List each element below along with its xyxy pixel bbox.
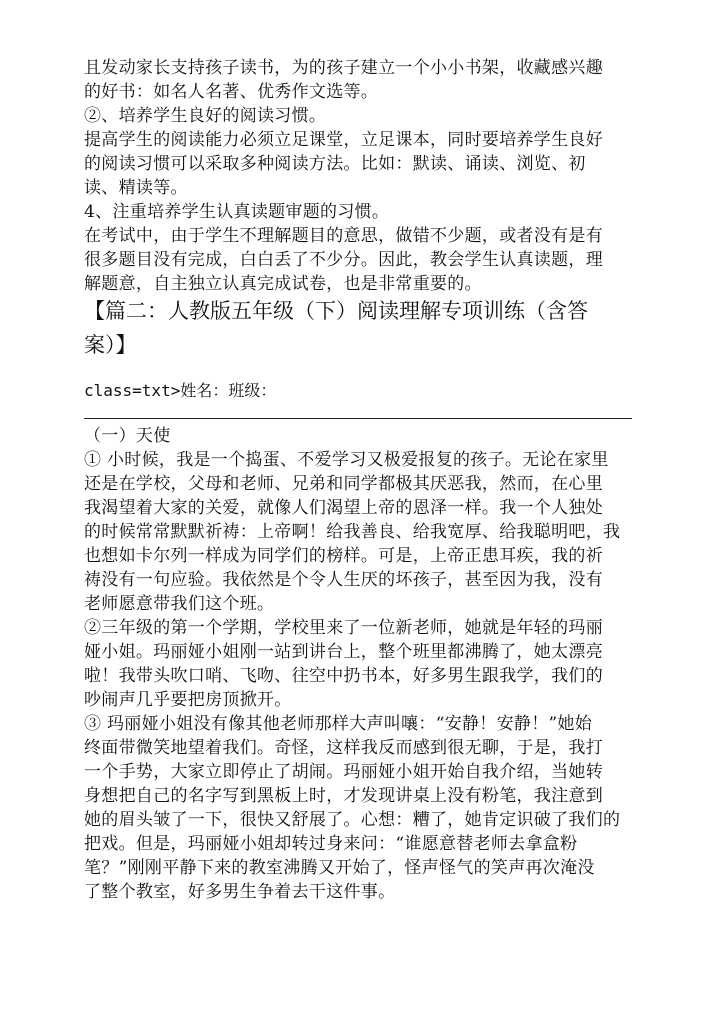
intro-paragraph-1 <box>84 56 644 104</box>
text-line: 还是在学校，父母和老师、兄弟和同学都极其厌恶我，然而，在心里 <box>84 474 603 494</box>
text-line: 了整个教室，好多男生争着去干这件事。 <box>84 882 396 902</box>
divider <box>84 418 632 419</box>
story-paragraph-2 <box>84 616 644 712</box>
text-line: ②三年级的第一个学期，学校里来了一位新老师，她就是年轻的玛丽 <box>84 618 603 638</box>
section-heading <box>84 294 588 362</box>
text-line: 4、注重培养学生认真读题审题的习惯。 <box>84 202 390 222</box>
text-line: ②、培养学生良好的阅读习惯。 <box>84 106 327 126</box>
text-line: 提高学生的阅读能力必须立足课堂，立足课本，同时要培养学生良好 <box>84 130 603 150</box>
text-line: （一）天使 <box>84 426 171 446</box>
text-line: ③ 玛丽娅小姐没有像其他老师那样大声叫嚷：“安静！安静！”她始 <box>84 714 593 734</box>
item-2-title <box>84 104 644 128</box>
text-line: 她的眉头皱了一下，很快又舒展了。心想：糟了，她肯定识破了我们的 <box>84 810 621 830</box>
text-line: 吵闹声几乎要把房顶掀开。 <box>84 690 292 710</box>
text-line: 祷没有一句应验。我依然是个令人生厌的坏孩子，甚至因为我，没有 <box>84 570 603 590</box>
item-4-title <box>84 200 644 224</box>
text-line: 的阅读习惯可以采取多种阅读方法。比如：默读、诵读、浏览、初 <box>84 154 586 174</box>
text-line: 一个手势，大家立即停止了胡闹。玛丽娅小姐开始自我介绍，当她转 <box>84 762 603 782</box>
heading-line: 【篇二：人教版五年级（下）阅读理解专项训练（含答 <box>84 299 588 323</box>
name-class-line: class=txt>姓名：班级： <box>84 381 277 400</box>
text-line: 且发动家长支持孩子读书，为的孩子建立一个小小书架，收藏感兴趣 <box>84 58 603 78</box>
text-line: ① 小时候，我是一个捣蛋、不爱学习又极爱报复的孩子。无论在家里 <box>84 450 609 470</box>
text-line: 终面带微笑地望着我们。奇怪，这样我反而感到很无聊，于是，我打 <box>84 738 603 758</box>
story-paragraph-3 <box>84 712 644 904</box>
text-line: 的时候常常默默祈祷：上帝啊！给我善良、给我宽厚、给我聪明吧，我 <box>84 522 621 542</box>
heading-line: 案）】 <box>84 333 137 357</box>
text-line: 在考试中，由于学生不理解题目的意思，做错不少题，或者没有是有 <box>84 226 603 246</box>
text-line: 啦！我带头吹口哨、飞吻、往空中扔书本，好多男生跟我学，我们的 <box>84 666 603 686</box>
story-title <box>84 424 644 448</box>
text-line: 老师愿意带我们这个班。 <box>84 594 275 614</box>
text-line: 很多题目没有完成，白白丢了不少分。因此，教会学生认真读题，理 <box>84 250 603 270</box>
text-line: 读、精读等。 <box>84 178 188 198</box>
text-line: 的好书：如名人名著、优秀作文选等。 <box>84 82 379 102</box>
text-line: 身想把自己的名字写到黑板上时，才发现讲桌上没有粉笔，我注意到 <box>84 786 603 806</box>
text-line: 娅小姐。玛丽娅小姐刚一站到讲台上，整个班里都沸腾了，她太漂亮 <box>84 642 603 662</box>
text-line: 解题意，自主独立认真完成试卷，也是非常重要的。 <box>84 274 482 294</box>
text-line: 笔？”刚刚平静下来的教室沸腾又开始了，怪声怪气的笑声再次淹没 <box>84 858 595 878</box>
text-line: 也想如卡尔列一样成为同学们的榜样。可是，上帝正患耳疾，我的祈 <box>84 546 603 566</box>
text-line: 我渴望着大家的关爱，就像人们渴望上帝的恩泽一样。我一个人独处 <box>84 498 603 518</box>
text-line: 把戏。但是，玛丽娅小姐却转过身来问：“谁愿意替老师去拿盒粉 <box>84 834 578 854</box>
intro-paragraph-3 <box>84 224 644 296</box>
story-paragraph-1 <box>84 448 644 616</box>
intro-paragraph-2 <box>84 128 644 200</box>
